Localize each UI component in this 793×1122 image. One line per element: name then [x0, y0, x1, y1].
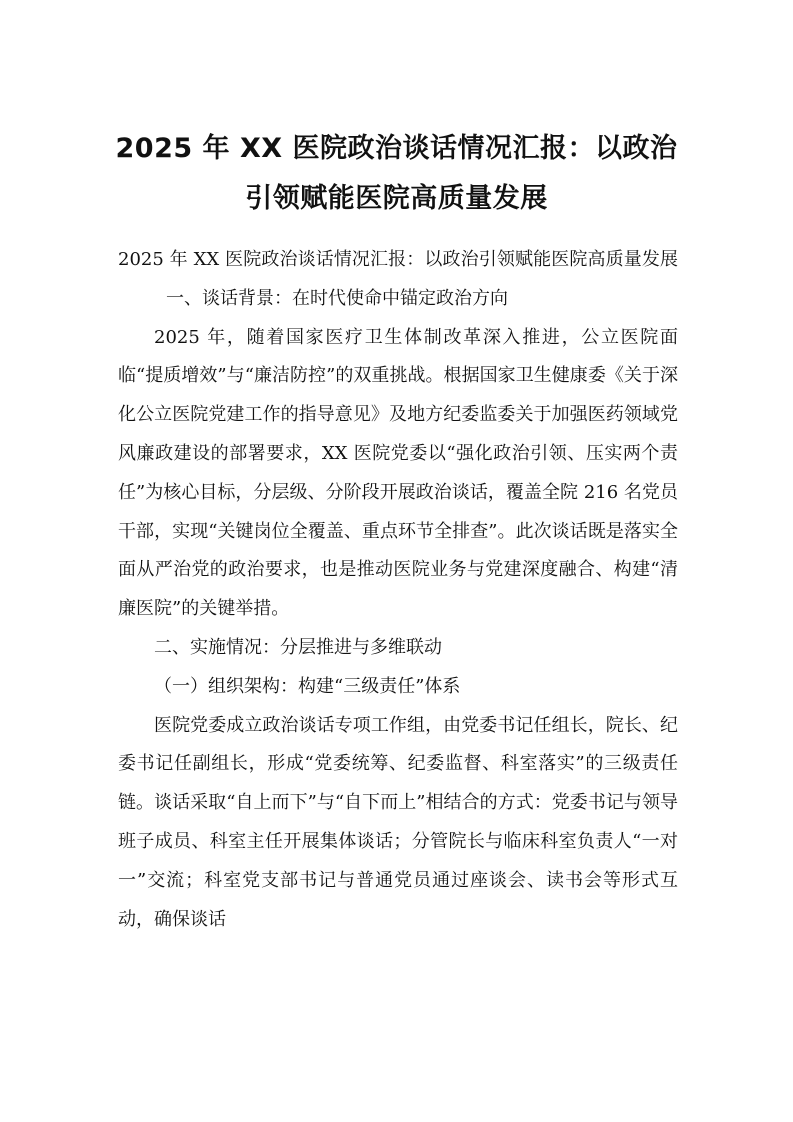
- paragraph-intro: [118, 241, 678, 319]
- title-line-2: 引领赋能医院高质量发展: [245, 183, 548, 214]
- paragraph-organization: 医院党委成立政治谈话专项工作组，由党委书记任组长，院长、纪委书记任副组长，形成“党委统筹、纪委监督、科室落实”的三级责任链。谈话采取“自上而下”与“自下而上”相结合的方式：党委书记与领导班子成员、科室主任开展集体谈话；分管院长与临床科室负责人“一对一”交流；科室党支部书记与普通党员通过座谈会、读书会等形式互动，确保谈话: [118, 714, 678, 930]
- intro-title-repeat: 2025 年 XX 医院政治谈话情况汇报：以政治引领赋能医院高质量发展: [118, 249, 678, 270]
- document-body: [118, 241, 678, 939]
- section-heading-implementation: 二、实施情况：分层推进与多维联动: [154, 636, 442, 658]
- title-line-1: 2025 年 XX 医院政治谈话情况汇报：以政治: [115, 133, 678, 164]
- paragraph-background: 2025 年，随着国家医疗卫生体制改革深入推进，公立医院面临“提质增效”与“廉洁防控”的双重挑战。根据国家卫生健康委《关于深化公立医院党建工作的指导意见》及地方纪委监委关于加强医药领域党风廉政建设的部署要求，XX 医院党委以“强化政治引领、压实两个责任”为核心目标，分层级、分阶段开展政治谈话，覆盖全院 216 名党员干部，实现“关键岗位全覆盖、重点环节全排查”。此次谈话既是落实全面从严治党的政治要求，也是推动医院业务与党建深度融合、构建“清廉医院”的关键举措。: [118, 326, 678, 620]
- document-title: [110, 124, 683, 224]
- subsection-heading-organization: （一）组织架构：构建“三级责任”体系: [154, 675, 461, 697]
- section-heading-background: 一、谈话背景：在时代使命中锚定政治方向: [166, 287, 508, 309]
